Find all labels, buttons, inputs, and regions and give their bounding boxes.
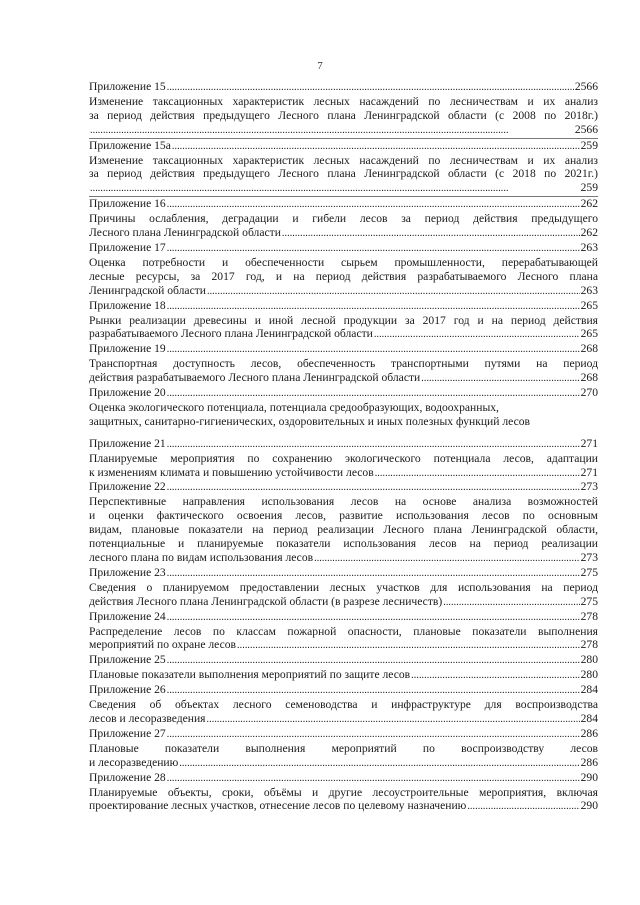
toc-entry-app23 [89,566,598,581]
entry-label: Приложение 22 [89,480,166,494]
toc-title-line: за период действия предыдущего Лесного плана Ленинградской области (с 2018 по 2021г.) [89,167,598,181]
page-ref: 262 [580,197,598,211]
toc-title-last: разрабатываемого Лесного плана Ленинградской области . . . 265 [89,327,598,342]
entry-label: Приложение 16 [89,197,166,211]
page-ref: 271 [580,436,598,450]
toc-title-last [89,123,598,138]
toc-entry-app18 [89,299,598,314]
toc-title-last: действия Лесного плана Ленинградской области (в разрезе лесничеств) . . . 275 [89,595,598,610]
toc-title-last: лесного плана по видам использования лесов . . . 273 [89,551,598,566]
page-ref: 259 [580,138,598,152]
toc-title-last [89,181,598,196]
toc-title-last: лесов и лесоразведения . . . 284 [89,712,598,727]
page-ref: 2566 [574,122,598,136]
page-ref: 286 [580,726,598,740]
page-ref: 259 [580,181,598,195]
entry-label: Приложение 18 [89,298,166,312]
page-ref: 265 [580,327,598,341]
toc-title-line: Рынки реализации древесины и иной лесной продукции за 2017 год и на период действия [89,313,598,327]
toc-title-last: Ленинградской области . . . 263 [89,284,598,299]
toc-title-line: Оценка потребности и обеспеченности сырьем промышленности, перерабатывающей [89,255,598,269]
toc-title-line: Планируемые мероприятия по сохранению экологического потенциала лесов, адаптации [89,451,598,465]
toc-title-line: потенциальные и планируемые показатели использования лесов на период реализации [89,537,598,551]
page-ref: 286 [580,755,598,769]
entry-label: Приложение 24 [89,609,166,623]
page-ref: 280 [580,668,598,682]
toc-entry-app27 [89,727,598,742]
toc-entry-app21 [89,437,598,452]
entry-label: Приложение 15а [89,138,171,152]
toc-title-line: Причины ослабления, деградации и гибели лесов за период действия предыдущего [89,212,598,226]
toc-entry-app17 [89,241,598,256]
page-ref: 271 [580,465,598,479]
page-number: 7 [317,60,323,72]
entry-label: Приложение 19 [89,342,166,356]
page-ref: 263 [580,283,598,297]
toc-entry-app28 [89,771,598,786]
toc-title-line: лесные ресурсы, за 2017 год, и на период действия разрабатываемого Лесного плана [89,269,598,283]
toc-title-line: видам, плановые показатели на период реализации Лесного плана Ленинградской области, [89,523,598,537]
table-of-contents [89,80,598,814]
toc-entry-app26 [89,683,598,698]
entry-label: Приложение 17 [89,240,166,254]
toc-entry-app20 [89,386,598,401]
toc-title-line: Распределение лесов по классам пожарной опасности, плановые показатели выполнения [89,624,598,638]
page-ref: 268 [580,371,598,385]
page-ref: 275 [580,594,598,608]
page-ref: 2566 [574,80,598,93]
toc-title-last: проектирование лесных участков, отнесение лесов по целевому назначению . . . 290 [89,799,598,814]
toc-title-line: Изменение таксационных характеристик лесных насаждений по лесничествам и их анализ [89,94,598,108]
page-ref: 284 [580,711,598,725]
toc-entry-app22 [89,480,598,495]
entry-label: Приложение 28 [89,770,166,784]
toc-title-line: Плановые показатели выполнения мероприятий по воспроизводству лесов [89,741,598,755]
toc-entry-app15 [89,80,598,95]
entry-label: Приложение 23 [89,565,166,579]
toc-title-last: Лесного плана Ленинградской области . . . 262 [89,226,598,241]
toc-title-last: мероприятий по охране лесов . . . 278 [89,638,598,653]
toc-title-line: Сведения о планируемом предоставлении лесных участков для использования на период [89,580,598,594]
toc-title-line: Оценка экологического потенциала, потенциала средообразующих, водоохранных, [89,400,499,414]
toc-title-line: Транспортная доступность лесов, обеспеченность транспортными путями на период [89,357,598,371]
page-ref: 265 [580,298,598,312]
toc-title-line: Планируемые объекты, сроки, объёмы и другие лесоустроительные мероприятия, включая [89,785,598,799]
toc-title-line: Сведения об объектах лесного семеноводства и инфраструктуре для воспроизводства [89,698,598,712]
page-ref: 278 [580,609,598,623]
page-ref: 262 [580,226,598,240]
toc-entry-app24 [89,610,598,625]
entry-label: Приложение 26 [89,683,166,697]
toc-title-last: к изменениям климата и повышению устойчивости лесов . . . 271 [89,466,598,481]
toc-entry-app19 [89,342,598,357]
toc-title-line: Изменение таксационных характеристик лесных насаждений по лесничествам и их анализ [89,153,598,167]
toc-title-last: действия разрабатываемого Лесного плана Ленинградской области . . . 268 [89,371,598,386]
toc-title-line: Перспективные направления использования лесов на основе анализа возможностей [89,495,598,509]
page-ref: 273 [580,480,598,494]
page-ref: 284 [580,683,598,697]
page-ref: 290 [580,799,598,813]
toc-title-line: и оценки фактического освоения лесов, развитие использования лесов по основным [89,509,598,523]
page-ref: 263 [580,240,598,254]
entry-label: Приложение 20 [89,386,166,400]
toc-entry-app16 [89,197,598,212]
toc-title-last: и лесоразведению . . . 286 [89,756,598,771]
entry-label: Приложение 27 [89,726,166,740]
page-ref: 280 [580,653,598,667]
page-ref: 268 [580,342,598,356]
toc-entry-app25 [89,653,598,668]
entry-label: Приложение 25 [89,653,166,667]
entry-label: Приложение 15 [89,80,166,93]
toc-entry-app15a [89,139,598,154]
page-ref: 273 [580,551,598,564]
entry-label: Приложение 21 [89,436,166,450]
toc-title-last: Плановые показатели выполнения мероприятий по защите лесов . . . 280 [89,668,598,683]
page-ref: 275 [580,565,598,579]
toc-title-line: защитных, санитарно-гигиенических, оздоровительных и иных полезных функций лесов [89,414,530,428]
page-ref: 270 [580,386,598,400]
page-ref: 290 [580,770,598,784]
page-ref: 278 [580,638,598,652]
toc-title-line: за период действия предыдущего Лесного плана Ленинградской области (с 2008 по 2018г.) [89,108,598,122]
